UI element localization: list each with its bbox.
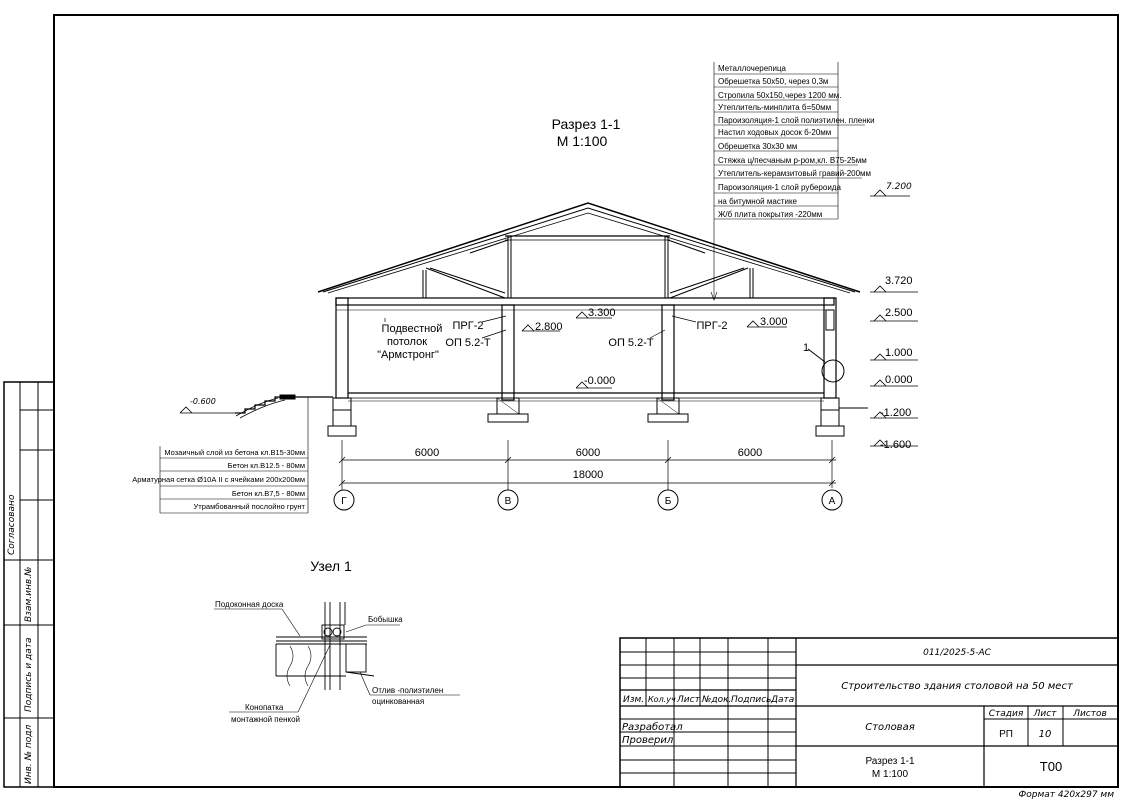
elev-ridge: 7.200 — [886, 182, 912, 192]
tb-mark: Т00 — [1039, 759, 1063, 774]
elev-ground: -0.600 — [190, 397, 216, 406]
tb-header-podpis: Подпись — [731, 695, 772, 705]
tb-sheet-name-1: Разрез 1-1 — [865, 756, 915, 767]
stamp-sign-date: Подпись и дата — [24, 637, 34, 712]
span-dim-3: 6000 — [737, 447, 763, 459]
elev-3300: 3.300 — [588, 307, 616, 319]
roof-layer: Утеплитель-минплита б=50мм — [718, 103, 832, 112]
roof-layer: Обрешетка 30х30 мм — [718, 142, 798, 151]
roof-layer: Стяжка ц/песчаным р-ром,кл. В75-25мм — [718, 156, 867, 165]
elev-right-1200: -1.200 — [880, 407, 912, 419]
node-callout-number: 1 — [802, 342, 810, 354]
roof-layer: Настил ходовых досок б-20мм — [718, 128, 832, 137]
tb-header-ndok: №док. — [702, 695, 732, 705]
tb-sheet-name-2: М 1:100 — [871, 769, 909, 780]
stamp-inv-orig: Инв. № подл — [24, 724, 34, 784]
section-scale: М 1:100 — [556, 133, 608, 149]
tb-sheets-header: Листов — [1073, 709, 1107, 719]
floor-layer: Бетон кл.В12.5 - 80мм — [227, 461, 305, 470]
roof-layer: Пароизоляция-1 слой рубероида — [718, 183, 841, 192]
elev-right-3720: 3.720 — [885, 275, 913, 287]
axis-label-g: Г — [341, 496, 347, 507]
node-drip-1: Отлив -полиэтилен — [372, 686, 444, 695]
tb-code: 011/2025-5-АС — [923, 648, 991, 658]
column-label-right: ОП 5.2-Т — [608, 337, 654, 349]
column-label-left: ОП 5.2-Т — [445, 337, 491, 349]
elev-right-1000: 1.000 — [885, 347, 913, 359]
span-dim-2: 6000 — [575, 447, 601, 459]
roof-layer: на битумной мастике — [718, 197, 797, 206]
span-dim-1: 6000 — [414, 447, 440, 459]
roof-layer: Ж/б плита покрытия -220мм — [718, 210, 823, 219]
node-sill-board: Подоконная доска — [215, 600, 284, 609]
tb-header-izm: Изм. — [623, 695, 645, 705]
axis-label-a: А — [828, 496, 836, 507]
node-detail — [276, 602, 374, 690]
node-boss: Бобышка — [368, 615, 403, 624]
axis-label-v: В — [504, 496, 512, 507]
roof-layer: Пароизоляция-1 слой полиэтилен. пленки — [718, 116, 875, 125]
node-caulk-1: Конопатка — [245, 703, 284, 712]
tb-stage: РП — [999, 729, 1013, 740]
elev-2800: 2.800 — [535, 321, 563, 333]
roof-layer: Металлочерепица — [718, 64, 787, 73]
stamp-agreed: Согласовано — [7, 494, 17, 555]
tb-stage-header: Стадия — [988, 709, 1024, 719]
tb-checked: Проверил — [622, 735, 674, 746]
beam-label-left: ПРГ-2 — [452, 320, 484, 332]
tb-header-list: Лист — [677, 695, 700, 705]
elev-right-0000: 0.000 — [885, 374, 913, 386]
floor-layer: Арматурная сетка Ø10А II с ячейками 200х200мм — [132, 475, 305, 484]
section-title: Разрез 1-1 — [551, 116, 621, 132]
axis-bubbles — [334, 490, 842, 510]
ceiling-label-1: Подвестной — [381, 323, 443, 335]
elev-0000-inner: -0.000 — [584, 375, 616, 387]
tb-header-data: Дата — [771, 695, 795, 705]
total-span-dim: 18000 — [572, 469, 604, 481]
elev-3000: 3.000 — [760, 316, 788, 328]
tb-project: Строительство здания столовой на 50 мест — [841, 681, 1073, 692]
roof-layer: Стропила 50х150,через 1200 мм. — [718, 91, 842, 100]
tb-header-koluch: Кол.уч — [648, 695, 676, 704]
beam-label-right: ПРГ-2 — [696, 320, 728, 332]
elev-right-1600: -1.600 — [880, 439, 912, 451]
node-drip-2: оцинкованная — [372, 697, 425, 706]
node-title: Узел 1 — [310, 558, 352, 574]
tb-sheet-header: Лист — [1033, 709, 1057, 719]
tb-developed: Разработал — [622, 722, 683, 733]
roof-layer: Обрешетка 50х50, через 0,3м — [718, 77, 829, 86]
tb-building: Столовая — [865, 722, 915, 733]
axis-label-b: Б — [664, 496, 672, 507]
ceiling-label-3: "Армстронг" — [377, 349, 439, 361]
roof-layer: Утеплитель-керамзитовый гравий-200мм — [718, 169, 872, 178]
sheet-format: Формат 420х297 мм — [1018, 790, 1114, 800]
ceiling-label-2: потолок — [386, 336, 428, 348]
tb-sheet-number: 10 — [1038, 729, 1052, 740]
floor-layer: Мозаичный слой из бетона кл.В15-30мм — [164, 448, 305, 457]
floor-layer: Бетон кл.В7,5 - 80мм — [231, 489, 305, 498]
stamp-replace-inv: Взам.инв.№ — [24, 566, 34, 622]
node-caulk-2: монтажной пенкой — [231, 715, 301, 724]
elev-right-2500: 2.500 — [885, 307, 913, 319]
floor-layer: Утрамбованный послойно грунт — [193, 502, 305, 511]
